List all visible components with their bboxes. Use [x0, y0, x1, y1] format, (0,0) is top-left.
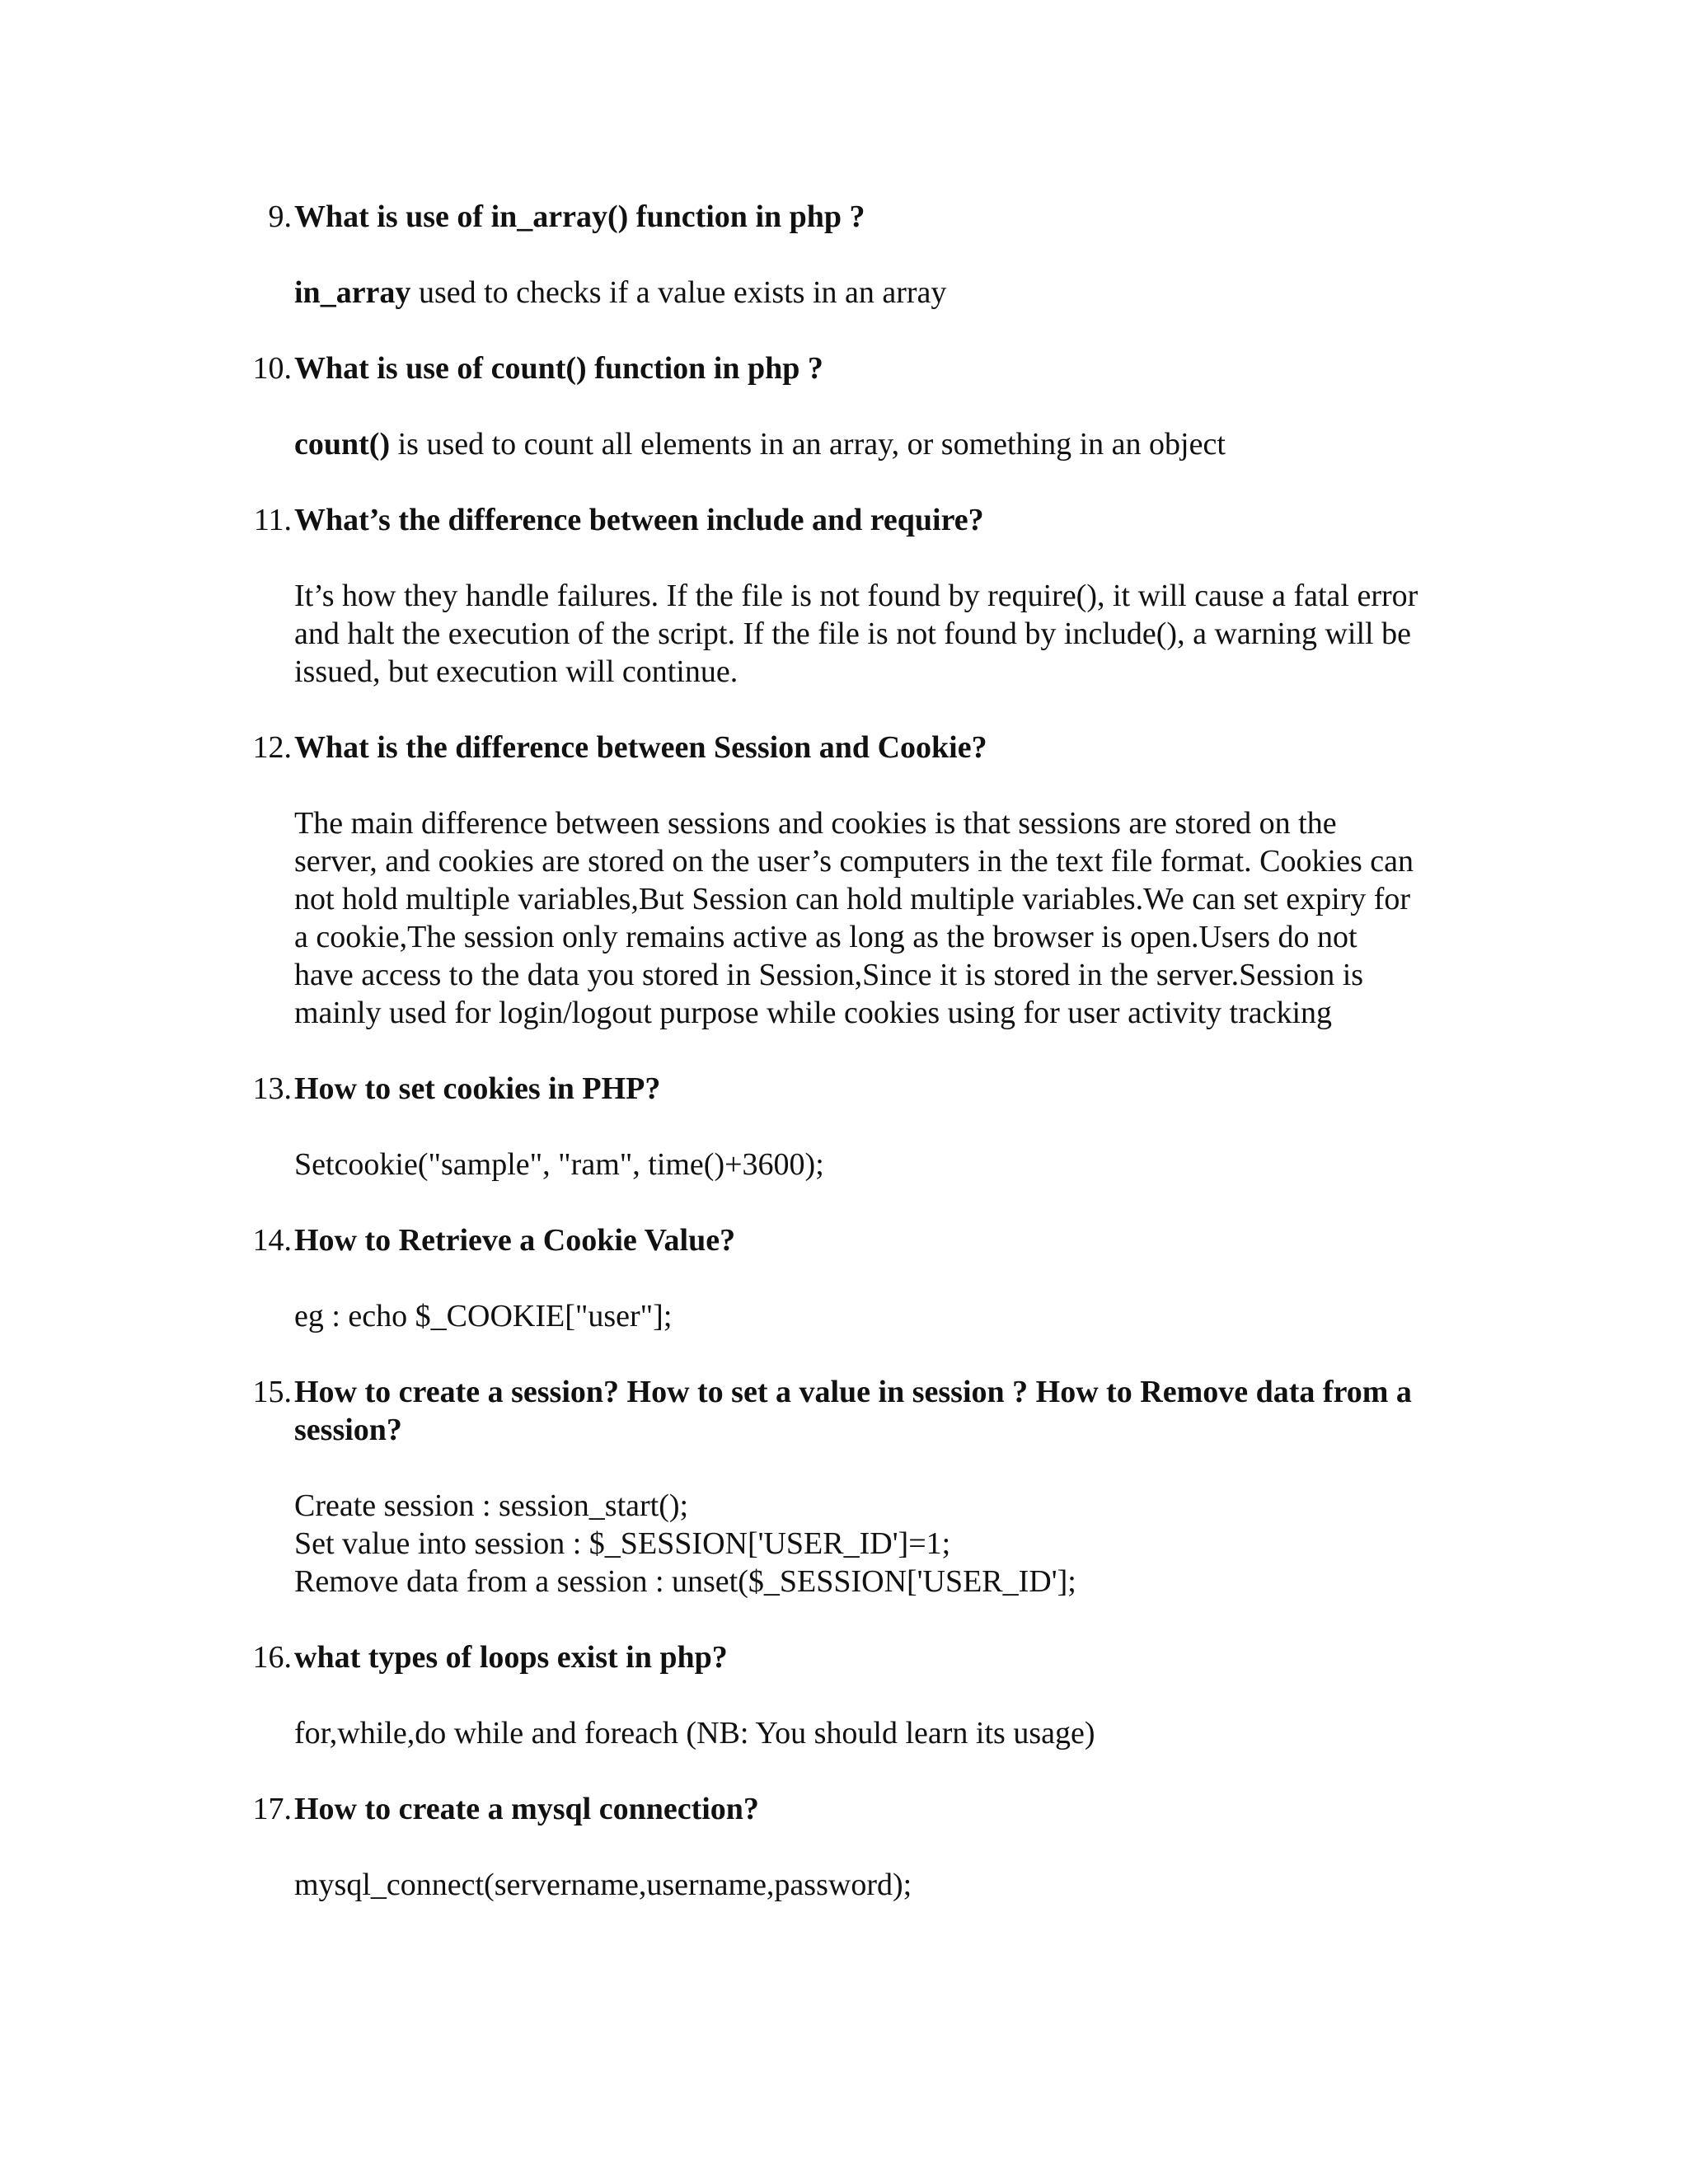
answer-line: issued, but execution will continue.: [294, 654, 738, 689]
question-number: 14.: [252, 1223, 292, 1258]
answer-line: for,while,do while and foreach (NB: You should learn its usage): [294, 1716, 1095, 1750]
answer-line: Create session : session_start();: [294, 1488, 689, 1523]
answer-rest: is used to count all elements in an array, or something in an object: [390, 427, 1226, 462]
answer-paragraph: [294, 804, 1489, 1032]
question-text: What’s the difference between include and require?: [294, 503, 984, 537]
answer-code: [294, 1487, 1489, 1601]
answer-line: mysql_connect(servername,username,password);: [294, 1868, 912, 1902]
answer-line: It’s how they handle failures. If the file is not found by require(), it will cause a fatal error: [294, 579, 1418, 613]
question-number: 13.: [252, 1071, 292, 1106]
question-number: 17.: [252, 1792, 292, 1826]
answer-line: not hold multiple variables,But Session can hold multiple variables.We can set expiry for: [294, 882, 1411, 916]
answer-rest: used to checks if a value exists in an array: [410, 275, 947, 310]
answer-line: and halt the execution of the script. If the file is not found by include(), a warning will be: [294, 616, 1411, 651]
question-line: How to create a session? How to set a value in session ? How to Remove data from a: [294, 1375, 1412, 1409]
answer-paragraph: [294, 577, 1489, 691]
question-number: 15.: [252, 1375, 292, 1409]
answer-line: The main difference between sessions and cookies is that sessions are stored on the: [294, 806, 1337, 841]
question-text: What is use of in_array() function in php ?: [294, 199, 865, 234]
question-number: 10.: [252, 351, 292, 386]
answer-line: Setcookie("sample", "ram", time()+3600);: [294, 1147, 824, 1182]
answer-text: [294, 425, 1489, 463]
answer-line: Remove data from a session : unset($_SESSION['USER_ID'];: [294, 1564, 1076, 1599]
question-text: How to create a mysql connection?: [294, 1792, 759, 1826]
answer-line: mainly used for login/logout purpose while cookies using for user activity tracking: [294, 996, 1333, 1030]
answer-line: Set value into session : $_SESSION['USER_ID']=1;: [294, 1526, 951, 1561]
answer-text: [294, 1714, 1489, 1752]
answer-term: in_array: [294, 275, 411, 310]
answer-code: [294, 1146, 1489, 1183]
answer-line: eg : echo $_COOKIE["user"];: [294, 1299, 673, 1333]
question-text: What is use of count() function in php ?: [294, 351, 823, 386]
question-text: How to set cookies in PHP?: [294, 1071, 661, 1106]
question-number: 12.: [252, 730, 292, 765]
question-number: 9.: [268, 199, 292, 234]
answer-code: [294, 1866, 1489, 1904]
question-text: [294, 1373, 1481, 1449]
answer-text: [294, 274, 1489, 312]
question-line: session?: [294, 1413, 402, 1447]
answer-line: have access to the data you stored in Session,Since it is stored in the server.Session is: [294, 958, 1364, 992]
question-number: 11.: [253, 503, 292, 537]
question-text: what types of loops exist in php?: [294, 1640, 728, 1675]
answer-line: a cookie,The session only remains active as long as the browser is open.Users do not: [294, 920, 1357, 954]
answer-code: [294, 1297, 1489, 1335]
question-number: 16.: [252, 1640, 292, 1675]
question-text: What is the difference between Session and Cookie?: [294, 730, 987, 765]
question-text: How to Retrieve a Cookie Value?: [294, 1223, 736, 1258]
answer-term: count(): [294, 427, 391, 462]
answer-line: server, and cookies are stored on the user’s computers in the text file format. Cookies can: [294, 844, 1414, 879]
